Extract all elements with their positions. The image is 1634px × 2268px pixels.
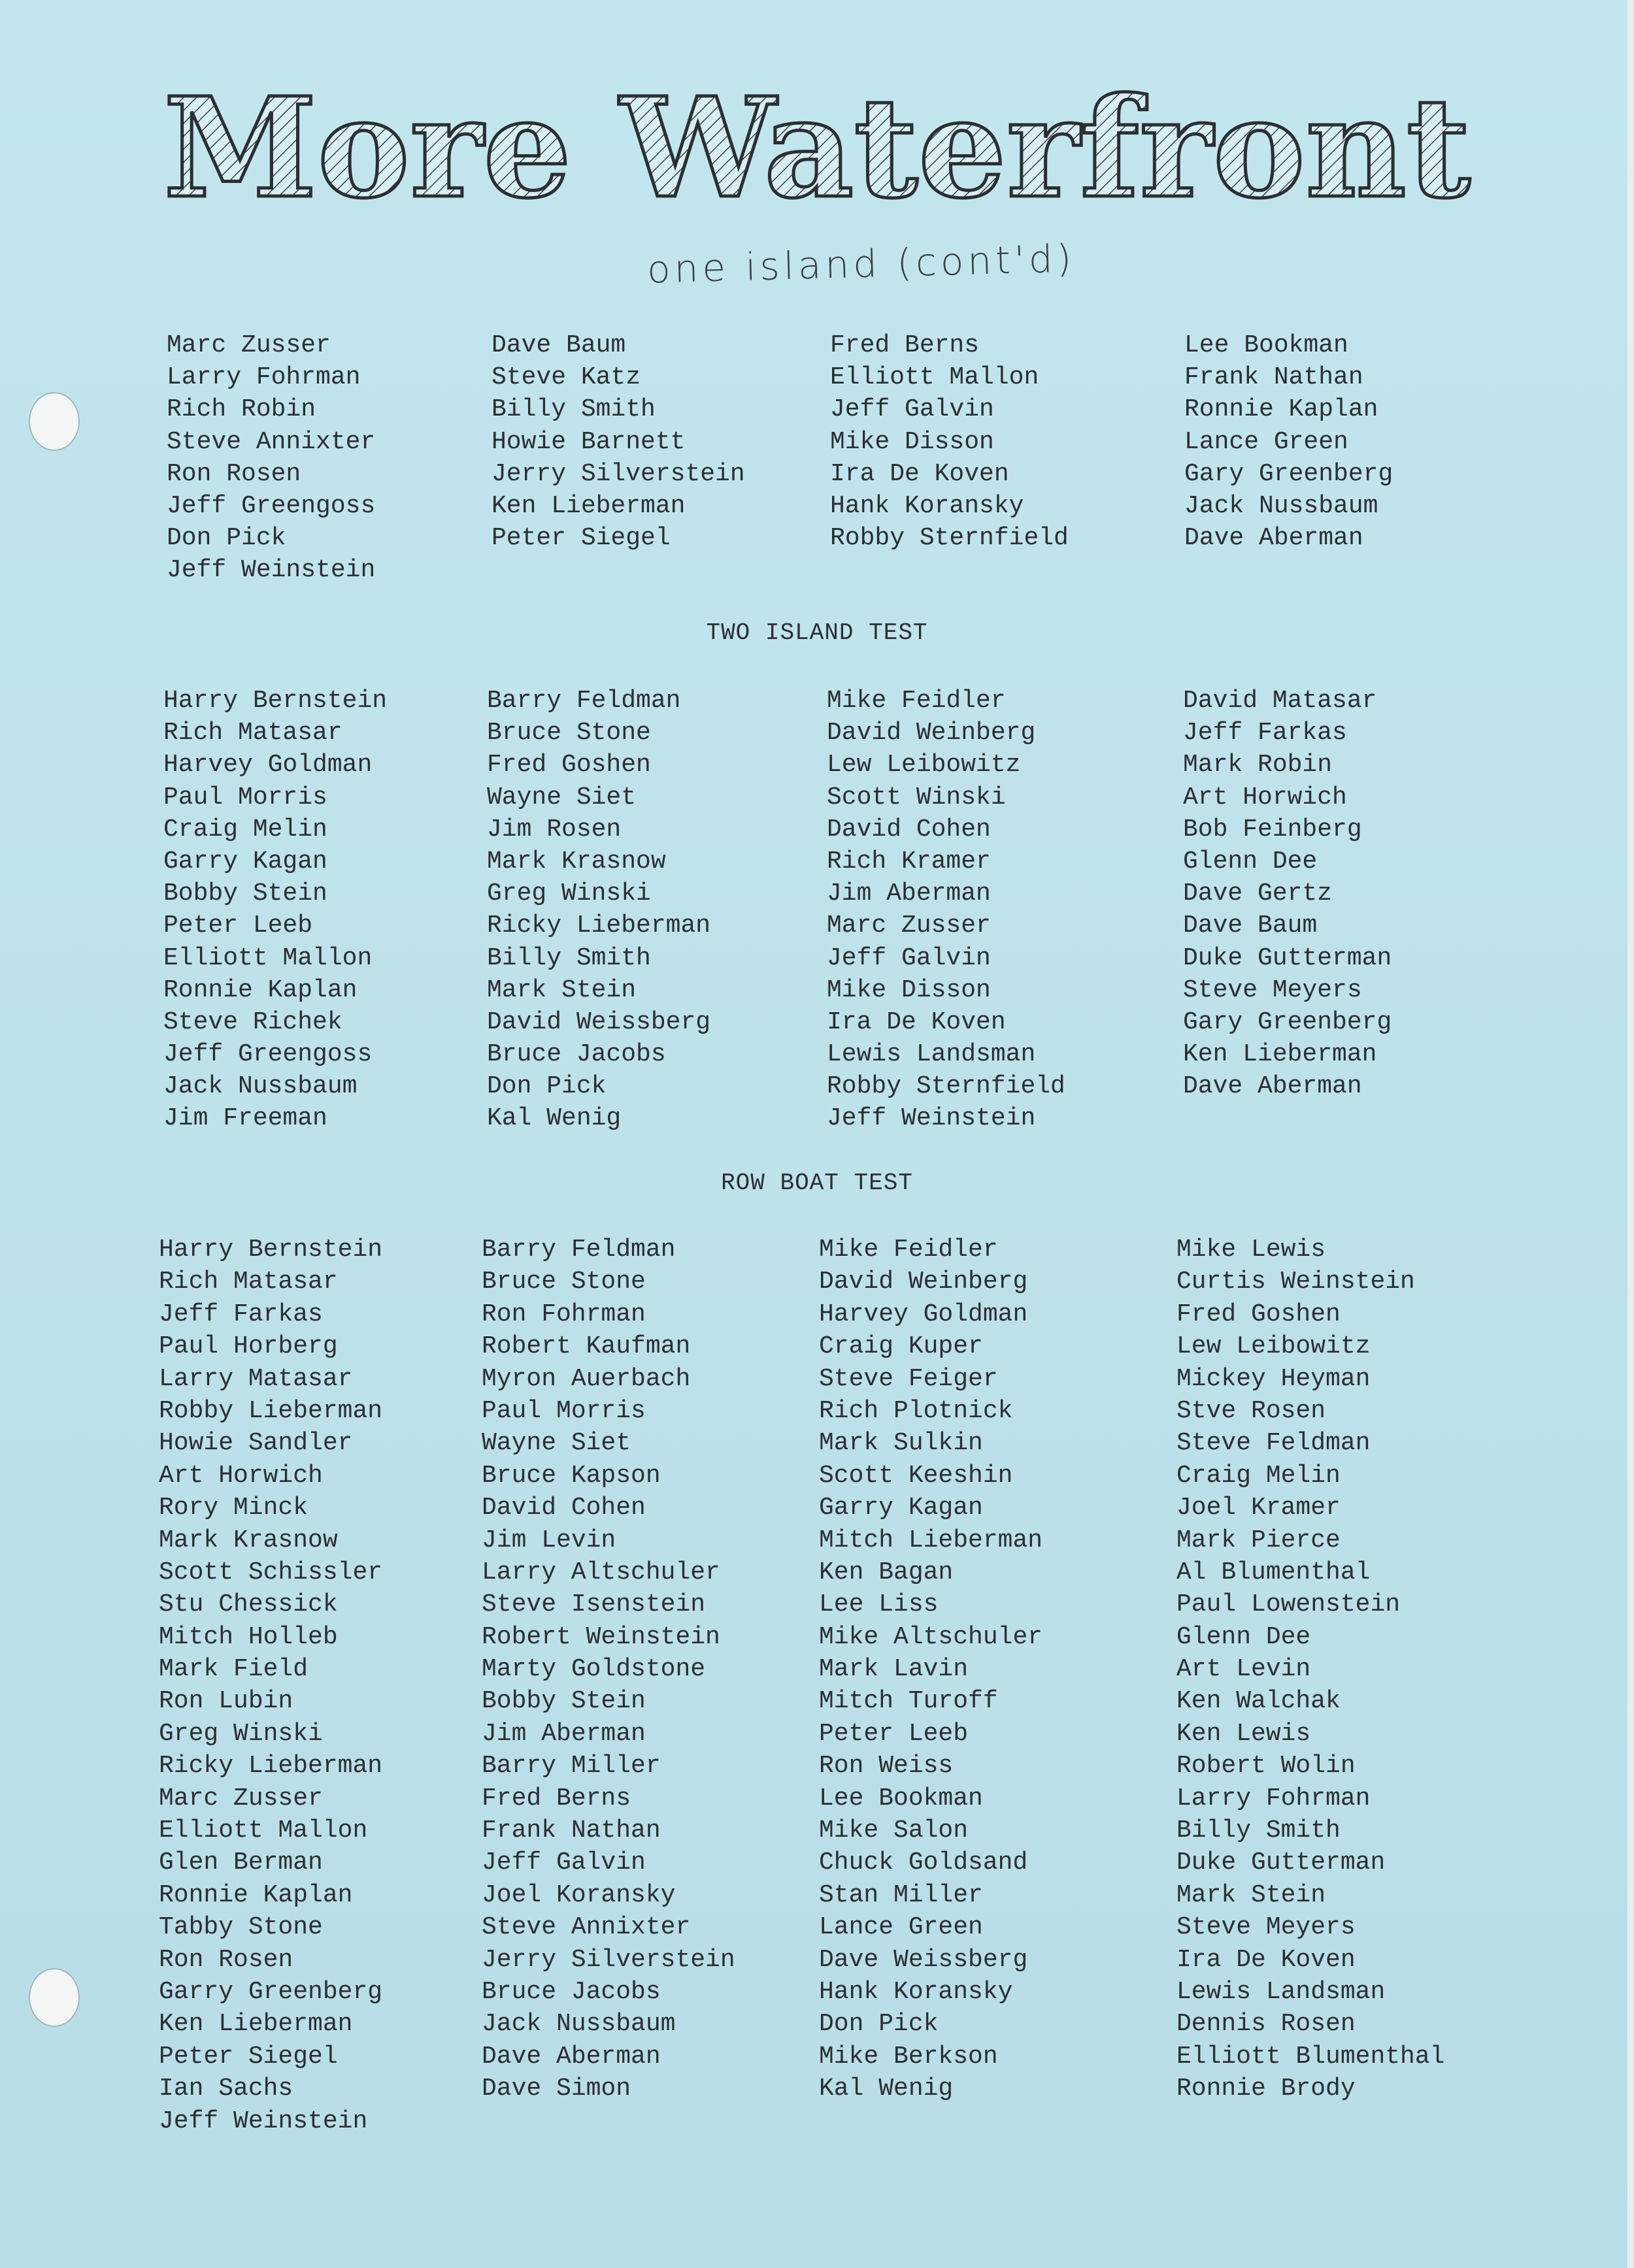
list-item: Howie Barnett <box>492 427 686 456</box>
name-column <box>827 685 1065 1135</box>
list-item: Stan Miller <box>819 1881 983 1909</box>
list-item: Fred Goshen <box>487 751 651 780</box>
list-item: Wayne Siet <box>487 783 637 812</box>
list-item: Don Pick <box>167 524 286 553</box>
list-item: Bruce Stone <box>482 1268 646 1296</box>
list-item: Joel Kramer <box>1176 1494 1341 1522</box>
page-title <box>150 65 1484 235</box>
list-item: Bobby Stein <box>482 1687 646 1716</box>
list-item: Stve Rosen <box>1176 1396 1326 1425</box>
list-item: Peter Leeb <box>163 912 313 940</box>
list-item: Bruce Stone <box>487 719 651 748</box>
list-item: Dave Weissberg <box>819 1945 1028 1974</box>
list-item: Paul Horberg <box>159 1332 338 1361</box>
list-item: Paul Morris <box>163 783 327 812</box>
list-item: Dave Aberman <box>482 2042 661 2071</box>
list-item: Bobby Stein <box>163 879 327 908</box>
page-subtitle: one island (cont'd) <box>646 236 1076 292</box>
list-item: Elliott Blumenthal <box>1176 2042 1445 2071</box>
list-item: Peter Siegel <box>159 2042 338 2071</box>
list-item: Rich Plotnick <box>819 1396 1013 1425</box>
list-item: Mike Lewis <box>1176 1236 1326 1264</box>
list-item: Art Levin <box>1176 1655 1311 1684</box>
name-column <box>163 685 387 1135</box>
list-item: Peter Leeb <box>819 1719 969 1748</box>
name-column <box>1176 1234 1444 2105</box>
punch-hole <box>29 1968 80 2027</box>
list-item: Scott Schissler <box>159 1558 383 1586</box>
punch-hole <box>29 392 80 451</box>
list-item: Mickey Heyman <box>1176 1364 1371 1393</box>
list-item: Steve Feldman <box>1176 1429 1371 1458</box>
list-item: Bruce Jacobs <box>487 1040 666 1069</box>
list-item: Steve Annixter <box>482 1913 691 1942</box>
list-item: Mark Krasnow <box>159 1526 338 1554</box>
list-item: Lance Green <box>819 1913 983 1942</box>
list-item: Harvey Goldman <box>819 1300 1028 1328</box>
list-item: Scott Keeshin <box>819 1461 1013 1490</box>
list-item: Paul Morris <box>482 1396 646 1425</box>
list-item: Mark Sulkin <box>819 1429 983 1458</box>
list-item: Tabby Stone <box>159 1913 323 1942</box>
list-item: David Cohen <box>827 815 991 844</box>
list-item: Frank Nathan <box>482 1816 661 1845</box>
list-item: Myron Auerbach <box>482 1364 691 1393</box>
list-item: Steve Isenstein <box>482 1590 706 1619</box>
list-item: Steve Annixter <box>167 427 376 456</box>
list-item: David Weissberg <box>487 1008 711 1036</box>
list-item: Gary Greenberg <box>1184 459 1393 488</box>
name-column <box>1183 685 1392 1102</box>
list-item: Steve Meyers <box>1183 976 1362 1004</box>
list-item: Jim Aberman <box>827 879 991 908</box>
list-item: Jeff Weinstein <box>167 556 376 585</box>
list-item: Robert Kaufman <box>482 1332 691 1361</box>
list-item: Barry Miller <box>482 1752 661 1781</box>
name-column <box>487 685 710 1135</box>
list-item: Dave Gertz <box>1183 879 1333 908</box>
name-column <box>159 1234 382 2137</box>
list-item: Lew Leibowitz <box>827 751 1021 780</box>
list-item: Ron Rosen <box>159 1945 293 1974</box>
list-item: Rich Matasar <box>163 719 342 748</box>
list-item: Ron Fohrman <box>482 1300 646 1328</box>
list-item: Al Blumenthal <box>1176 1558 1371 1586</box>
list-item: Barry Feldman <box>482 1236 676 1264</box>
list-item: Larry Matasar <box>159 1364 353 1393</box>
list-item: Mark Field <box>159 1655 308 1684</box>
list-item: Curtis Weinstein <box>1176 1268 1415 1296</box>
list-item: Billy Smith <box>487 944 651 972</box>
list-item: Elliott Mallon <box>830 363 1039 392</box>
list-item: Jeff Weinstein <box>827 1104 1036 1133</box>
list-item: Dave Aberman <box>1184 524 1363 553</box>
list-item: Garry Kagan <box>163 847 327 876</box>
list-item: Mitch Lieberman <box>819 1526 1043 1554</box>
list-item: Ron Rosen <box>167 459 301 488</box>
list-item: Jeff Farkas <box>1183 719 1347 748</box>
section-heading: TWO ISLAND TEST <box>706 619 928 646</box>
list-item: Duke Gutterman <box>1183 944 1392 972</box>
list-item: Lew Leibowitz <box>1176 1332 1371 1361</box>
list-item: Mark Krasnow <box>487 847 666 876</box>
list-item: Jim Freeman <box>163 1104 327 1133</box>
list-item: Mark Stein <box>1176 1881 1326 1909</box>
list-item: Peter Siegel <box>492 524 671 553</box>
list-item: Elliott Mallon <box>159 1816 368 1845</box>
list-item: Garry Kagan <box>819 1494 983 1522</box>
list-item: Steve Feiger <box>819 1364 998 1393</box>
list-item: Craig Melin <box>163 815 327 844</box>
list-item: Ron Lubin <box>159 1687 293 1716</box>
list-item: Ricky Lieberman <box>487 912 711 940</box>
name-column <box>830 329 1069 554</box>
list-item: Ronnie Brody <box>1176 2075 1356 2103</box>
list-item: Mark Lavin <box>819 1655 969 1684</box>
list-item: Mike Salon <box>819 1816 969 1845</box>
list-item: Mike Altschuler <box>819 1622 1043 1651</box>
page-title-text: More Waterfront <box>163 67 1471 229</box>
list-item: Ken Lieberman <box>492 491 686 520</box>
list-item: Rory Minck <box>159 1494 308 1522</box>
list-item: Frank Nathan <box>1184 363 1363 392</box>
list-item: Ira De Koven <box>1176 1945 1356 1974</box>
name-column <box>482 1234 735 2105</box>
list-item: Jeff Galvin <box>827 944 991 972</box>
list-item: Lewis Landsman <box>1176 1977 1386 2006</box>
list-item: Joel Koransky <box>482 1881 676 1909</box>
list-item: Marc Zusser <box>159 1784 323 1813</box>
list-item: Kal Wenig <box>819 2075 954 2103</box>
list-item: Ronnie Kaplan <box>1184 395 1378 424</box>
list-item: Robby Lieberman <box>159 1396 383 1425</box>
list-item: Harry Bernstein <box>163 687 388 715</box>
list-item: Rich Kramer <box>827 847 991 876</box>
list-item: Mike Feidler <box>827 687 1006 715</box>
list-item: Hank Koransky <box>819 1977 1013 2006</box>
list-item: Craig Melin <box>1176 1461 1341 1490</box>
list-item: Garry Greenberg <box>159 1977 383 2006</box>
list-item: Dave Simon <box>482 2075 631 2103</box>
list-item: Jack Nussbaum <box>1184 491 1378 520</box>
list-item: Fred Goshen <box>1176 1300 1341 1328</box>
list-item: David Cohen <box>482 1494 646 1522</box>
list-item: Mike Disson <box>827 976 991 1004</box>
list-item: Larry Altschuler <box>482 1558 720 1586</box>
list-item: Steve Richek <box>163 1008 342 1036</box>
list-item: Glenn Dee <box>1183 847 1318 876</box>
list-item: Robby Sternfield <box>827 1072 1065 1101</box>
list-item: Billy Smith <box>1176 1816 1341 1845</box>
list-item: Larry Fohrman <box>1176 1784 1371 1813</box>
section-heading: ROW BOAT TEST <box>721 1170 913 1196</box>
list-item: Steve Meyers <box>1176 1913 1356 1942</box>
list-item: David Matasar <box>1183 687 1377 715</box>
list-item: Robby Sternfield <box>830 524 1069 553</box>
list-item: Mike Disson <box>830 427 994 456</box>
list-item: Marc Zusser <box>827 912 991 940</box>
list-item: Mike Berkson <box>819 2042 998 2071</box>
list-item: David Weinberg <box>819 1268 1028 1296</box>
list-item: Jeff Galvin <box>830 395 994 424</box>
list-item: Robert Wolin <box>1176 1752 1356 1781</box>
list-item: Ken Lieberman <box>159 2010 353 2039</box>
list-item: Jerry Silverstein <box>492 459 745 488</box>
list-item: Gary Greenberg <box>1183 1008 1392 1036</box>
list-item: Mitch Holleb <box>159 1622 338 1651</box>
list-item: Ronnie Kaplan <box>159 1881 353 1909</box>
list-item: Fred Berns <box>482 1784 631 1813</box>
list-item: Jeff Weinstein <box>159 2107 368 2135</box>
list-item: Greg Winski <box>487 879 651 908</box>
list-item: Dave Aberman <box>1183 1072 1362 1101</box>
list-item: Lee Liss <box>819 1590 939 1619</box>
list-item: Bruce Kapson <box>482 1461 661 1490</box>
list-item: Rich Matasar <box>159 1268 338 1296</box>
list-item: Mitch Turoff <box>819 1687 998 1716</box>
list-item: Stu Chessick <box>159 1590 338 1619</box>
list-item: Scott Winski <box>827 783 1006 812</box>
name-column <box>819 1234 1042 2105</box>
name-column <box>492 329 745 554</box>
list-item: Hank Koransky <box>830 491 1024 520</box>
list-item: Dave Baum <box>492 331 626 359</box>
list-item: Ken Lieberman <box>1183 1040 1377 1069</box>
list-item: Elliott Mallon <box>163 944 373 972</box>
list-item: Chuck Goldsand <box>819 1849 1028 1877</box>
list-item: Mike Feidler <box>819 1236 998 1264</box>
list-item: Fred Berns <box>830 331 980 359</box>
list-item: Harvey Goldman <box>163 751 373 780</box>
list-item: Mark Pierce <box>1176 1526 1341 1554</box>
list-item: Jeff Farkas <box>159 1300 323 1328</box>
list-item: Ian Sachs <box>159 2075 293 2103</box>
list-item: Billy Smith <box>492 395 656 424</box>
list-item: Lance Green <box>1184 427 1348 456</box>
list-item: Art Horwich <box>1183 783 1347 812</box>
list-item: Ken Bagan <box>819 1558 954 1586</box>
list-item: Larry Fohrman <box>167 363 361 392</box>
list-item: Glen Berman <box>159 1849 323 1877</box>
list-item: Steve Katz <box>492 363 641 392</box>
list-item: Rich Robin <box>167 395 316 424</box>
list-item: Jack Nussbaum <box>482 2010 676 2039</box>
list-item: Mark Robin <box>1183 751 1333 780</box>
paper-edge <box>1627 0 1634 2268</box>
list-item: Jim Aberman <box>482 1719 646 1748</box>
list-item: Marty Goldstone <box>482 1655 706 1684</box>
list-item: Art Horwich <box>159 1461 323 1490</box>
list-item: Dennis Rosen <box>1176 2010 1356 2039</box>
list-item: Jeff Galvin <box>482 1849 646 1877</box>
list-item: Ronnie Kaplan <box>163 976 358 1004</box>
name-column <box>1184 329 1393 554</box>
list-item: Dave Baum <box>1183 912 1318 940</box>
list-item: Jack Nussbaum <box>163 1072 358 1101</box>
list-item: Ken Lewis <box>1176 1719 1311 1748</box>
list-item: Ira De Koven <box>830 459 1009 488</box>
list-item: Duke Gutterman <box>1176 1849 1386 1877</box>
list-item: Barry Feldman <box>487 687 681 715</box>
list-item: Lee Bookman <box>819 1784 983 1813</box>
list-item: Bruce Jacobs <box>482 1977 661 2006</box>
list-item: Howie Sandler <box>159 1429 353 1458</box>
list-item: Bob Feinberg <box>1183 815 1362 844</box>
list-item: Lewis Landsman <box>827 1040 1036 1069</box>
list-item: Craig Kuper <box>819 1332 983 1361</box>
list-item: Ricky Lieberman <box>159 1752 383 1781</box>
list-item: Jim Rosen <box>487 815 622 844</box>
list-item: Kal Wenig <box>487 1104 622 1133</box>
list-item: Jim Levin <box>482 1526 616 1554</box>
list-item: Jeff Greengoss <box>163 1040 373 1069</box>
list-item: Greg Winski <box>159 1719 323 1748</box>
list-item: Paul Lowenstein <box>1176 1590 1401 1619</box>
list-item: Glenn Dee <box>1176 1622 1311 1651</box>
list-item: Harry Bernstein <box>159 1236 383 1264</box>
list-item: Robert Weinstein <box>482 1622 720 1651</box>
list-item: Lee Bookman <box>1184 331 1348 359</box>
list-item: Wayne Siet <box>482 1429 631 1458</box>
list-item: Ira De Koven <box>827 1008 1006 1036</box>
list-item: Marc Zusser <box>167 331 331 359</box>
list-item: Jerry Silverstein <box>482 1945 735 1974</box>
list-item: Ron Weiss <box>819 1752 954 1781</box>
list-item: Mark Stein <box>487 976 637 1004</box>
list-item: David Weinberg <box>827 719 1036 748</box>
list-item: Jeff Greengoss <box>167 491 376 520</box>
list-item: Don Pick <box>819 2010 939 2039</box>
list-item: Don Pick <box>487 1072 607 1101</box>
list-item: Ken Walchak <box>1176 1687 1341 1716</box>
name-column <box>167 329 375 587</box>
